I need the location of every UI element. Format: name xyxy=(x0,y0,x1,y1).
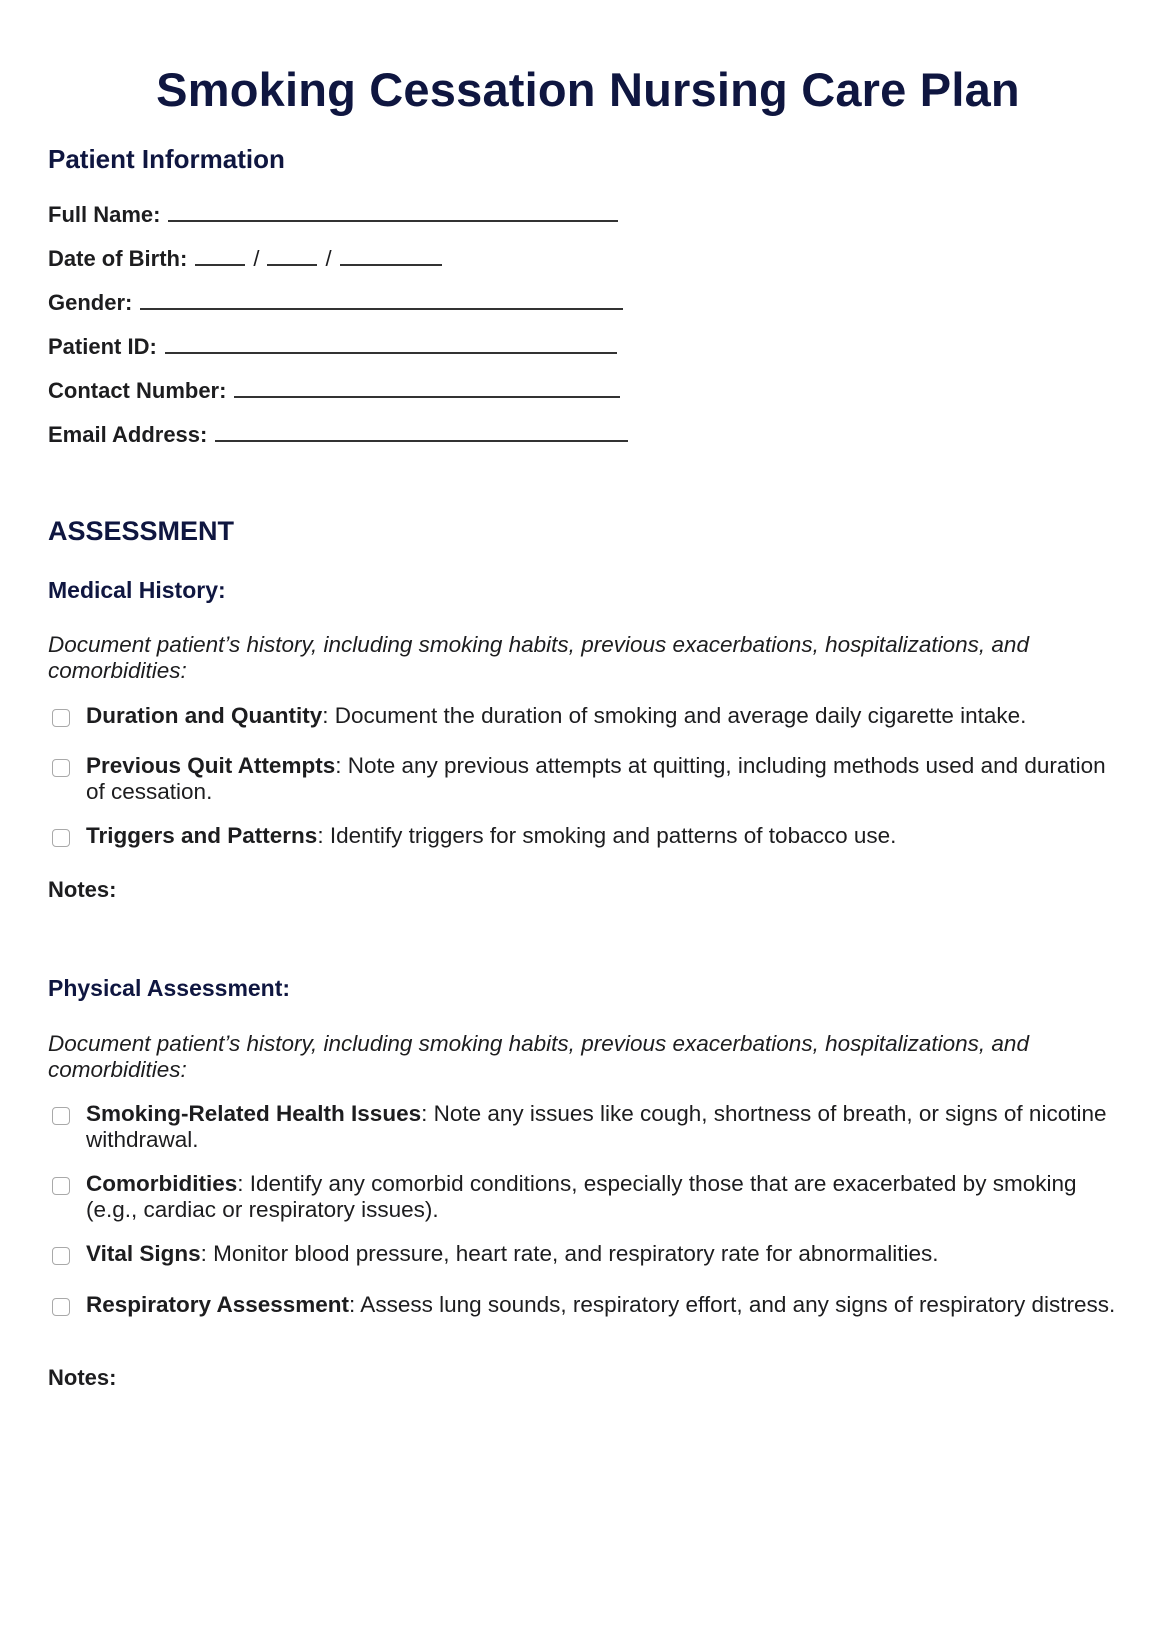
item-term: Comorbidities xyxy=(86,1171,238,1196)
physical-assessment-notes-label: Notes: xyxy=(48,1365,117,1390)
checklist-item xyxy=(48,703,1128,729)
item-description: : Document the duration of smoking and average daily cigarette intake. xyxy=(322,703,1027,728)
patient-id-label: Patient ID: xyxy=(48,334,157,359)
item-description: : Identify any comorbid conditions, especially those that are exacerbated by smoking (e.g., cardiac or respiratory issues). xyxy=(86,1171,1077,1222)
patient-information-heading: Patient Information xyxy=(48,144,285,174)
full-name-input[interactable] xyxy=(168,204,618,222)
dob-month-input[interactable] xyxy=(195,248,245,266)
item-description: : Assess lung sounds, respiratory effort, and any signs of respiratory distress. xyxy=(349,1292,1116,1317)
email-address-label: Email Address: xyxy=(48,422,208,447)
item-description: : Monitor blood pressure, heart rate, and respiratory rate for abnormalities. xyxy=(200,1241,939,1266)
assessment-heading: ASSESSMENT xyxy=(48,516,235,546)
checkbox[interactable] xyxy=(52,829,70,847)
contact-number-field xyxy=(48,378,620,404)
gender-input[interactable] xyxy=(140,292,623,310)
full-name-label: Full Name: xyxy=(48,202,161,227)
physical-assessment-heading: Physical Assessment: xyxy=(48,975,291,1001)
item-description: : Identify triggers for smoking and patterns of tobacco use. xyxy=(317,823,897,848)
email-address-input[interactable] xyxy=(215,424,628,442)
physical-assessment-instructions: Document patient’s history, including smoking habits, previous exacerbations, hospitalizations, and comorbidities: xyxy=(48,1031,1029,1082)
full-name-field xyxy=(48,202,618,228)
checklist-item xyxy=(48,823,1128,849)
checkbox[interactable] xyxy=(52,1247,70,1265)
checklist-item xyxy=(48,1241,1128,1267)
medical-history-heading: Medical History: xyxy=(48,577,226,603)
item-term: Duration and Quantity xyxy=(86,703,323,728)
dob-separator: / xyxy=(325,246,332,271)
contact-number-label: Contact Number: xyxy=(48,378,227,403)
checkbox[interactable] xyxy=(52,759,70,777)
date-of-birth-label: Date of Birth: xyxy=(48,246,188,271)
checklist-item xyxy=(48,753,1128,805)
email-address-field xyxy=(48,422,628,448)
item-description: : Note any issues like cough, shortness of breath, or signs of nicotine withdrawal. xyxy=(86,1101,1107,1152)
gender-label: Gender: xyxy=(48,290,133,315)
checklist-item xyxy=(48,1101,1128,1153)
item-term: Respiratory Assessment xyxy=(86,1292,350,1317)
patient-id-field xyxy=(48,334,617,360)
checklist-item xyxy=(48,1171,1128,1223)
patient-id-input[interactable] xyxy=(165,336,617,354)
dob-separator: / xyxy=(253,246,260,271)
date-of-birth-field xyxy=(48,246,442,272)
medical-history-instructions: Document patient’s history, including smoking habits, previous exacerbations, hospitalizations, and comorbidities: xyxy=(48,632,1029,683)
medical-history-notes-label: Notes: xyxy=(48,877,117,902)
gender-field xyxy=(48,290,623,316)
dob-year-input[interactable] xyxy=(340,248,442,266)
page-title: Smoking Cessation Nursing Care Plan xyxy=(156,63,1020,116)
medical-history-notes-area[interactable] xyxy=(48,910,1128,970)
dob-day-input[interactable] xyxy=(267,248,317,266)
contact-number-input[interactable] xyxy=(234,380,620,398)
item-term: Smoking-Related Health Issues xyxy=(86,1101,422,1126)
physical-assessment-notes-area[interactable] xyxy=(48,1400,1128,1600)
item-description: : Note any previous attempts at quitting, including methods used and duration of cessation. xyxy=(86,753,1106,804)
checkbox[interactable] xyxy=(52,709,70,727)
item-term: Previous Quit Attempts xyxy=(86,753,336,778)
checkbox[interactable] xyxy=(52,1107,70,1125)
item-term: Vital Signs xyxy=(86,1241,201,1266)
checkbox[interactable] xyxy=(52,1298,70,1316)
checklist-item xyxy=(48,1292,1128,1318)
checkbox[interactable] xyxy=(52,1177,70,1195)
item-term: Triggers and Patterns xyxy=(86,823,318,848)
